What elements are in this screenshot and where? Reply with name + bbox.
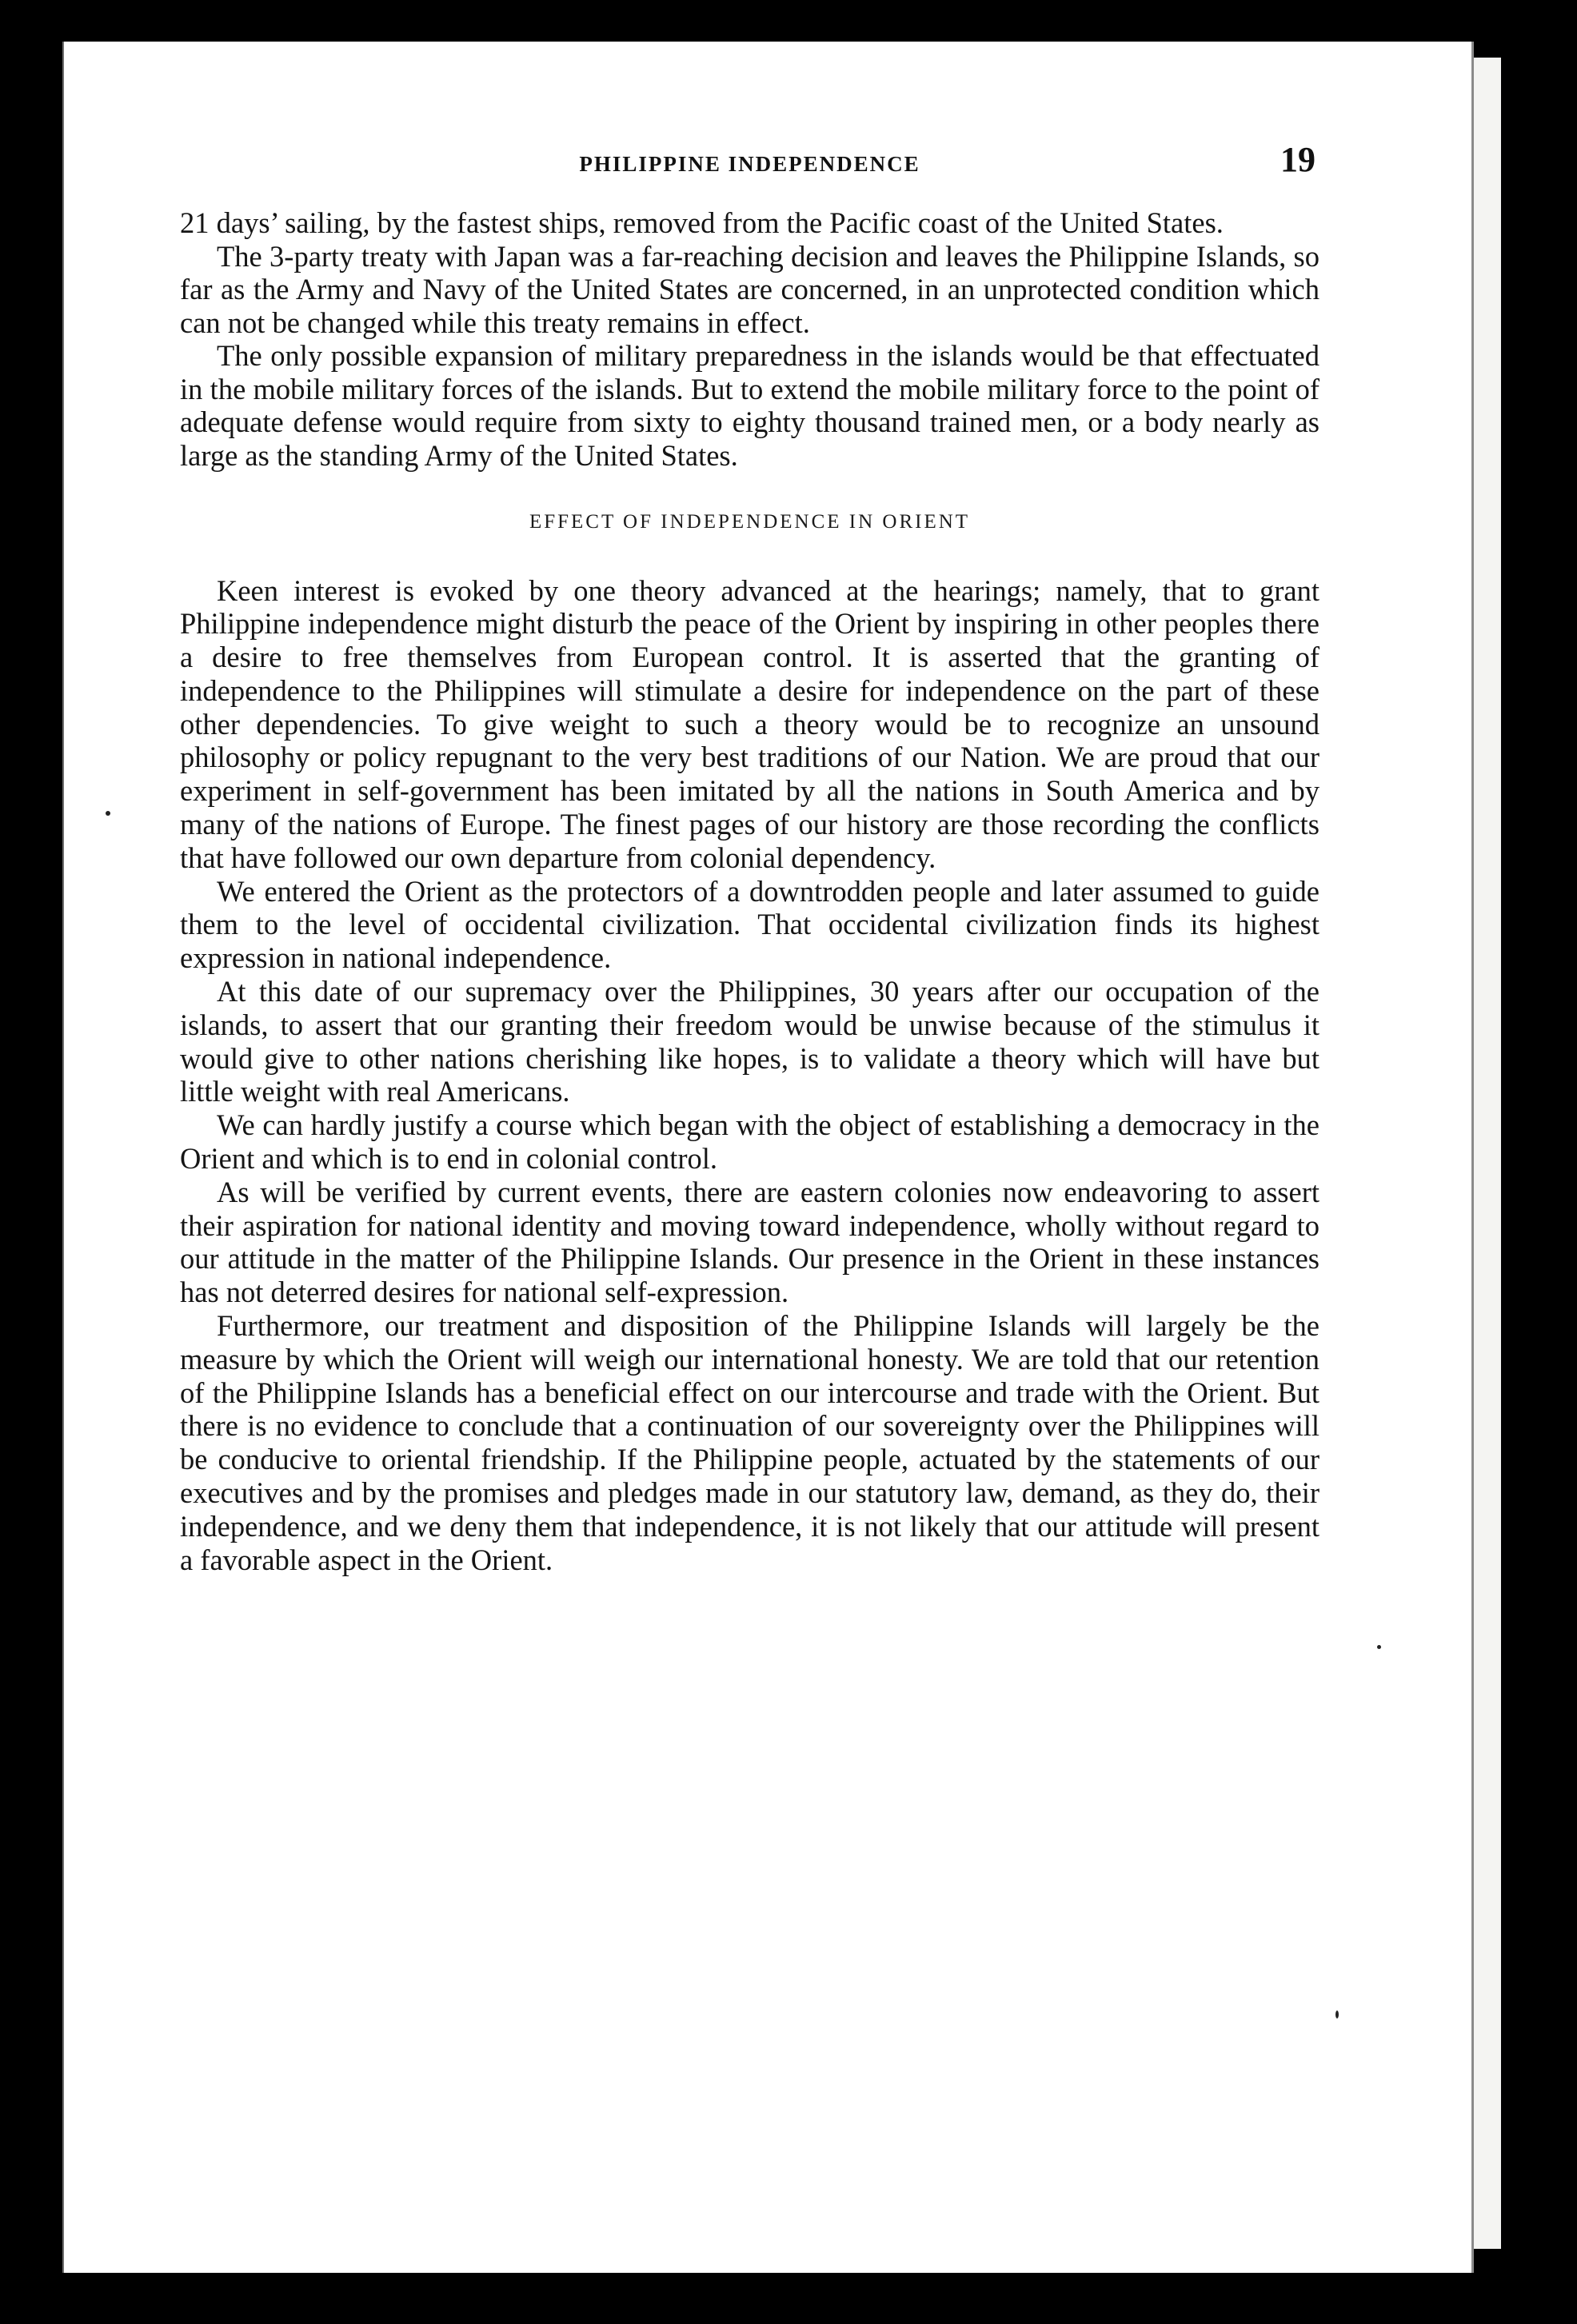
paragraph: We entered the Orient as the protectors of a downtrodden people and later assumed to guide them to the level of occidental civilization. That occidental civilization finds its highest expression in national independence. — [180, 874, 1319, 975]
paragraph: 21 days’ sailing, by the fastest ships, removed from the Pacific coast of the United States. — [180, 206, 1224, 239]
scan-speck — [1335, 2011, 1339, 2019]
body-text — [180, 206, 1319, 1576]
page-header — [184, 136, 1315, 184]
paragraph: The 3-party treaty with Japan was a far-reaching decision and leaves the Philippine Islands, so far as the Army and Navy of the United States are concerned, in an unprotected condition which can not be changed while this treaty remains in effect. — [180, 239, 1319, 339]
section-body — [180, 574, 1319, 1577]
paragraph: We can hardly justify a course which began with the object of establishing a democracy in the Orient and which is to end in colonial control. — [180, 1108, 1319, 1176]
running-title: PHILIPPINE INDEPENDENCE — [579, 152, 920, 176]
paragraph: As will be verified by current events, there are eastern colonies now endeavoring to assert their aspiration for national identity and moving toward independence, wholly without regard to our attitude in the matter of the Philippine Islands. Our presence in the Orient in these instances has not deterred desires for national self-expression. — [180, 1175, 1319, 1309]
paragraph: Furthermore, our treatment and disposition of the Philippine Islands will largely be the measure by which the Orient will weigh our international honesty. We are told that our retention of the Philippine Islands has a beneficial effect on our intercourse and trade with the Orient. But there is no evidence to conclude that a continuation of our sovereignty over the Philippines will be conducive to oriental friendship. If the Philippine people, actuated by the statements of our executives and by the promises and pledges made in our statutory law, demand, as they do, their independence, and we deny them that independence, it is not likely that our attitude will present a favorable aspect in the Orient. — [180, 1309, 1319, 1576]
section-heading: EFFECT OF INDEPENDENCE IN ORIENT — [529, 511, 971, 533]
scan-speck — [106, 811, 110, 816]
paragraph: At this date of our supremacy over the Philippines, 30 years after our occupation of the islands, to assert that our granting their freedom would be unwise because of the stimulus it would give to other nations cherishing like hopes, is to validate a theory which will have but little weight with real Americans. — [180, 975, 1319, 1108]
paragraph: Keen interest is evoked by one theory advanced at the hearings; namely, that to grant Philippine independence might disturb the peace of the Orient by inspiring in other peoples there a desire to free themselves from European control. It is asserted that the granting of independence to the Philippines will stimulate a desire for independence on the part of these other dependencies. To give weight to such a theory would be to recognize an unsound philosophy or policy repugnant to the very best traditions of our Nation. We are proud that our experiment in self-government has been imitated by all the nations in South America and by many of the nations of Europe. The finest pages of our history are those recording the conflicts that have followed our own departure from colonial dependency. — [180, 573, 1319, 874]
scan-speck — [1377, 1645, 1381, 1649]
paragraph: The only possible expansion of military preparedness in the islands would be that effectuated in the mobile military forces of the islands. But to extend the mobile military force to the point of adequate defense would require from sixty to eighty thousand trained men, or a body nearly as large as the standing Army of the United States. — [180, 339, 1319, 472]
page-number: 19 — [1280, 140, 1315, 179]
